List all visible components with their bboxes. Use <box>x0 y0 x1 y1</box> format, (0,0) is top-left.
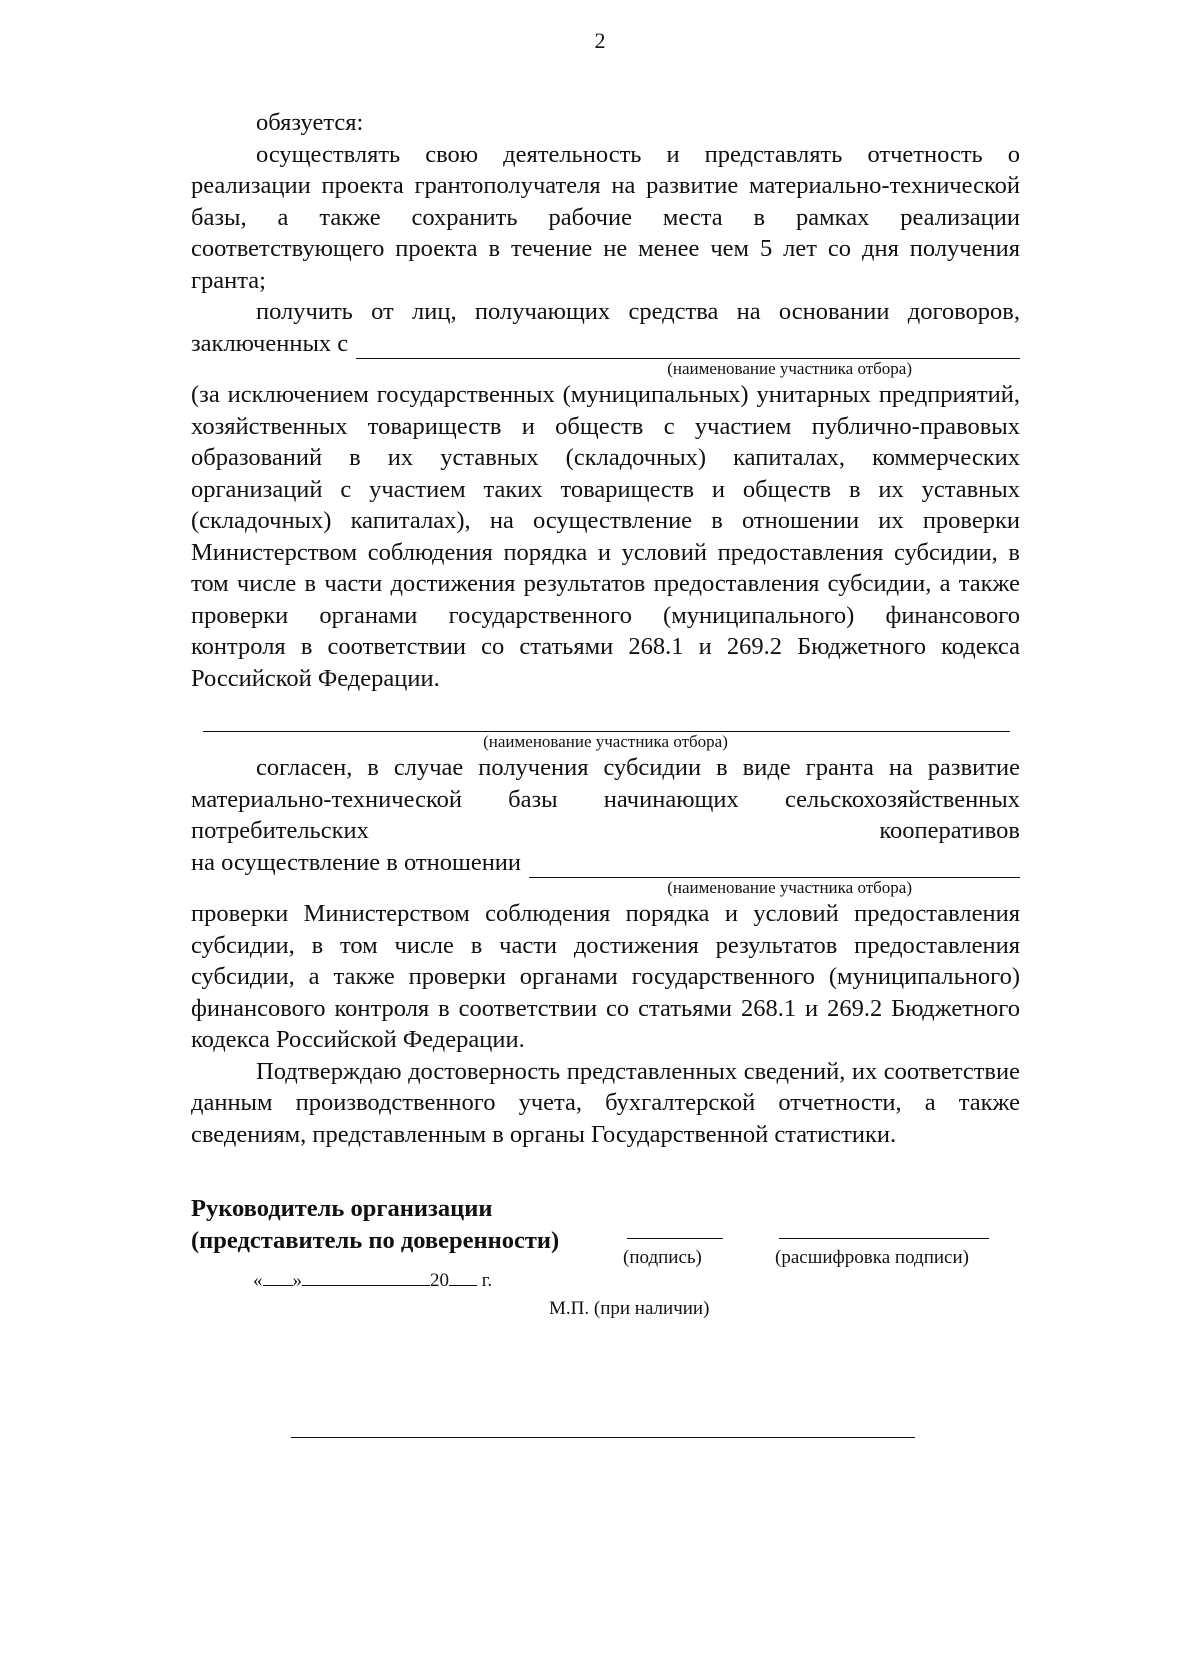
fill-line-in-respect-of <box>191 847 1020 879</box>
signature-caption: (подпись) <box>623 1247 702 1268</box>
signature-blank[interactable] <box>627 1238 723 1239</box>
fill-line-prefix-2: на осуществление в отношении <box>191 848 522 876</box>
paragraph-obligations: осуществлять свою деятельность и представлять отчетность о реализации проекта грантополучателя на развитие материально-технической базы, а также сохранить рабочие места в рамках реализации соответствующего проекта в течение не менее чем 5 лет со дня получения гранта; <box>191 140 1020 294</box>
stamp-note: М.П. (при наличии) <box>549 1298 710 1319</box>
fill-line-contracted-with <box>191 328 1020 360</box>
document-body <box>191 107 1020 1345</box>
caption-participant-name: (наименование участника отбора) <box>667 359 912 378</box>
paragraph-agrees: согласен, в случае получения субсидии в виде гранта на развитие материально-технической базы начинающих сельскохозяйственных потребительских кооперативов <box>191 754 1020 844</box>
date-close-quote: » <box>292 1270 302 1291</box>
signature-decode-blank[interactable] <box>779 1238 989 1239</box>
signature-decode-caption: (расшифровка подписи) <box>775 1247 969 1268</box>
date-year-blank[interactable] <box>449 1271 477 1286</box>
paragraph-confirmation: Подтверждаю достоверность представленных сведений, их соответствие данным производственного учета, бухгалтерской отчетности, а также сведениям, представленным в органы Государственной статистики. <box>191 1057 1020 1148</box>
signature-title-line1: Руководитель организации <box>191 1195 493 1222</box>
date-open-quote: « <box>253 1270 263 1291</box>
date-suffix: г. <box>481 1270 493 1291</box>
date-year-prefix: 20 <box>430 1270 449 1291</box>
date-day-blank[interactable] <box>263 1271 293 1286</box>
caption-participant-name-2: (наименование участника отбора) <box>483 732 728 751</box>
paragraph-inspection: проверки Министерством соблюдения порядка и условий предоставления субсидии, в том числе в части достижения результатов предоставления субсидии, а также проверки органами государственного (муниципального) финансового контроля в соответствии со статьями 268.1 и 269.2 Бюджетного кодекса Российской Федерации. <box>191 900 1020 1053</box>
caption-participant-name-3: (наименование участника отбора) <box>667 878 912 897</box>
signature-block <box>191 1193 1020 1345</box>
participant-name-blank[interactable] <box>356 335 1020 359</box>
date-line <box>253 1269 492 1293</box>
participant-name-blank-3[interactable] <box>529 854 1020 878</box>
signature-title-line2: (представитель по доверенности) <box>191 1226 560 1254</box>
page-number: 2 <box>594 28 606 53</box>
paragraph-exclusions: (за исключением государственных (муниципальных) унитарных предприятий, хозяйственных товариществ и обществ с участием публично-правовых образований в их уставных (складочных) капиталах, коммерческих организаций с участием таких товариществ и обществ в их уставных (складочных) капиталах), на осуществление в отношении их проверки Министерством соблюдения порядка и условий предоставления субсидии, в том числе в части достижения результатов предоставления субсидии, а также проверки органами государственного (муниципального) финансового контроля в соответствии со статьями 268.1 и 269.2 Бюджетного кодекса Российской Федерации. <box>191 381 1020 692</box>
bottom-separator-line <box>291 1437 915 1438</box>
date-month-blank[interactable] <box>302 1271 430 1286</box>
paragraph-receive-consent-start: получить от лиц, получающих средства на основании договоров, <box>256 298 1020 325</box>
obligates-heading: обязуется: <box>256 109 364 136</box>
fill-line-prefix: заключенных с <box>191 329 349 357</box>
